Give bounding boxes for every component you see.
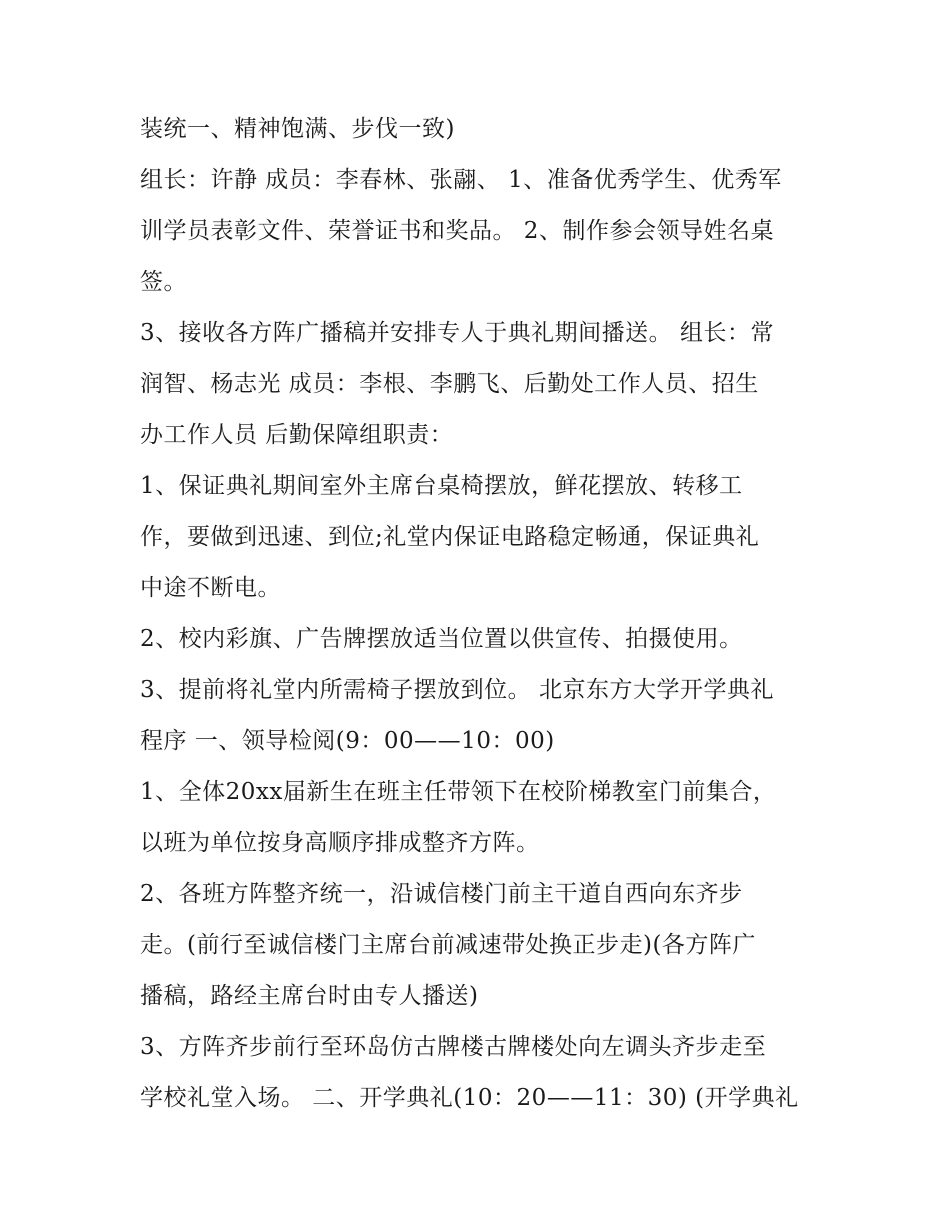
text-line: 中途不断电。 <box>140 575 281 601</box>
text-line: 签。 <box>140 269 187 295</box>
document-body <box>140 104 820 1124</box>
text-line: 组长：许静 成员：李春林、张翮、 1、准备优秀学生、优秀军 <box>140 167 782 193</box>
text-line: 3、方阵齐步前行至环岛仿古牌楼古牌楼处向左调头齐步走至 <box>140 1034 767 1060</box>
text-line: 1、全体20xx届新生在班主任带领下在校阶梯教室门前集合， <box>140 779 777 805</box>
text-line: 播稿，路经主席台时由专人播送) <box>140 983 479 1009</box>
text-line: 学校礼堂入场。 二、开学典礼(10：20——11：30) (开学典礼 <box>140 1085 799 1111</box>
text-line: 办工作人员 后勤保障组职责： <box>140 422 454 448</box>
text-line: 作，要做到迅速、到位;礼堂内保证电路稳定畅通，保证典礼 <box>140 524 760 550</box>
text-line: 3、接收各方阵广播稿并安排专人于典礼期间播送。 组长：常 <box>140 320 774 346</box>
text-line: 2、各班方阵整齐统一，沿诚信楼门前主干道自西向东齐步 <box>140 881 743 907</box>
text-line: 走。(前行至诚信楼门主席台前减速带处换正步走)(各方阵广 <box>140 932 756 958</box>
text-line: 训学员表彰文件、荣誉证书和奖品。 2、制作参会领导姓名桌 <box>140 218 774 244</box>
text-line: 装统一、精神饱满、步伐一致) <box>140 116 455 142</box>
text-line: 2、校内彩旗、广告牌摆放适当位置以供宣传、拍摄使用。 <box>140 626 743 652</box>
text-line: 润智、杨志光 成员：李根、李鹏飞、后勤处工作人员、招生 <box>140 371 759 397</box>
text-line: 以班为单位按身高顺序排成整齐方阵。 <box>140 830 540 856</box>
text-line: 3、提前将礼堂内所需椅子摆放到位。 北京东方大学开学典礼 <box>140 677 774 703</box>
text-line: 1、保证典礼期间室外主席台桌椅摆放，鲜花摆放、转移工 <box>140 473 743 499</box>
text-line: 程序 一、领导检阅(9：00——10：00) <box>140 728 555 754</box>
